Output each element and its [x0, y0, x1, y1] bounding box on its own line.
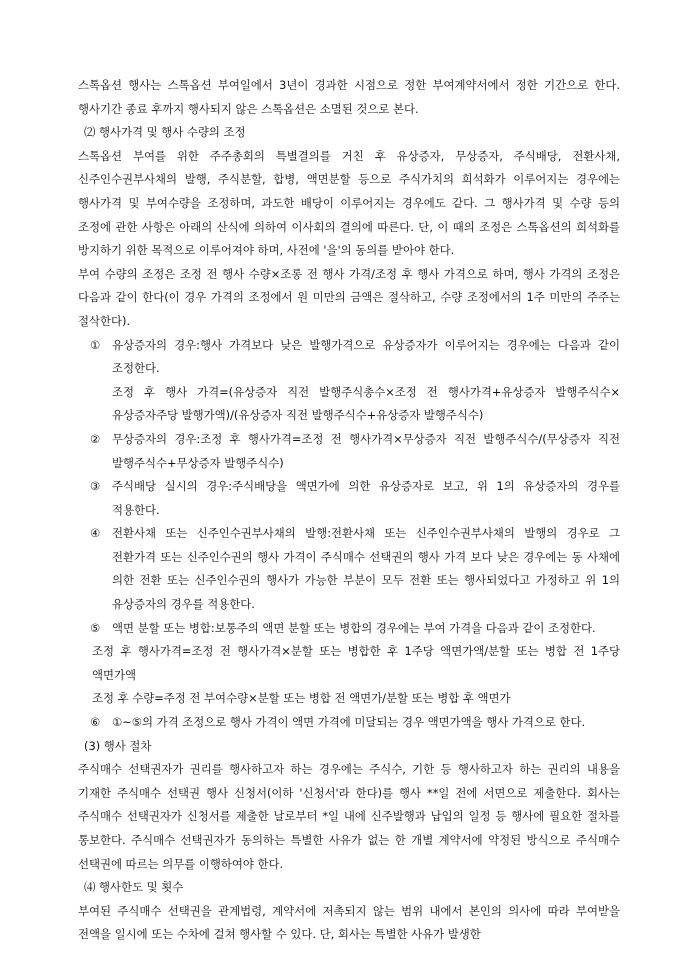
item-marker: ②	[90, 431, 101, 446]
split-quantity-formula: 조정 후 수량=주정 전 부여수량×분할 또는 병합 전 액면가/분할 또는 병합 후 액면가	[92, 691, 511, 706]
list-item-text: 무상증자의 경우:조정 후 행사가격=조정 전 행사가격×무상증자 직전 발행주식수/(무상증자 직전 발행주식수+무상증자 발행주식수)	[112, 431, 620, 470]
list-item-par-value-floor	[90, 711, 620, 735]
split-price-formula: 조정 후 행사가격=조정 전 행사가격×분할 또는 병합한 후 1주당 액면가액/분할 또는 병합 전 1주당 액면가액	[92, 644, 620, 682]
list-item-rights-offering	[90, 334, 620, 381]
rights-offering-formula: 조정 후 행사 가격=(유상증자 직전 발행주식총수×조정 전 행사가격+유상증자 발행주식수×유상증자주당 발행가액)/(유상증자 직전 발행주식수+유상증자 발행주식수)	[112, 384, 620, 423]
adjustment-paragraph: 스톡옵션 부여를 위한 주주총회의 특별결의를 거친 후 유상증자, 무상증자, 주식배당, 전환사채, 신주인수권부사채의 발행, 주식분할, 합병, 액면분할 등으로 주식가치의 희석화가 이루어지는 경우에는 행사가격 및 부여수량을 조정하며, 과도한 배당이 이루어지는 경우에도 같다. 그 행사가격 및 수량 등의 조정에 관한 사항은 아래의 산식에 의하여 이사회의 결의에 따른다. 단, 이 때의 조정은 스톡옵션의 희석화를 방지하기 위한 목적으로 이루어져야 하며, 사전에 '을'의 동의를 받아야 한다.	[78, 148, 620, 258]
section-2-heading: ⑵ 행사가격 및 행사 수량의 조정	[84, 125, 246, 140]
list-item-convertible-bonds	[90, 522, 620, 616]
exercise-limit-paragraph: 부여된 주식매수 선택권을 관계법령, 계약서에 저촉되지 않는 범위 내에서 본인의 의사에 따라 부여받을 전액을 일시에 또는 수차에 걸쳐 행사할 수 있다. 단, 회사는 특별한 사유가 발생한	[78, 903, 620, 942]
item-marker: ⑥	[90, 715, 101, 730]
list-item-stock-dividend	[90, 475, 620, 522]
list-item-text: 주식배당 실시의 경우:주식배당을 액면가에 의한 유상증자로 보고, 위 1의 유상증자의 경우를 적용한다.	[112, 479, 620, 517]
list-item-text: 액면 분할 또는 병합:보통주의 액면 분할 또는 병합의 경우에는 부여 가격을 다음과 같이 조정한다.	[112, 620, 596, 635]
exercise-procedure-paragraph: 주식매수 선택권자가 권리를 행사하고자 하는 경우에는 주식수, 기한 등 행사하고자 하는 권리의 내용을 기재한 주식매수 선택권 행사 신청서(이하 '신청서'라 한다)를 행사 **일 전에 서면으로 제출한다. 회사는 주식매수 선택권자가 신청서를 제출한 날로부터 *일 내에 신주발행과 납입의 일정 등 행사에 필요한 절차를 통보한다. 주식매수 선택권자가 동의하는 특별한 사유가 없는 한 개별 계약서에 약정된 방식으로 주식매수 선택권에 따르는 의무를 이행하여야 한다.	[78, 762, 620, 871]
item-marker: ①	[90, 337, 101, 352]
quantity-adjustment-paragraph: 부여 수량의 조정은 조정 전 행사 수량×조롱 전 행사 가격/조정 후 행사 가격으로 하며, 행사 가격의 조정은 다음과 같이 한다(이 경우 가격의 조정에서 원 미만의 금액은 절삭하고, 수량 조정에서의 1주 미만의 주주는 절삭한다).	[78, 266, 620, 328]
exercise-period-paragraph: 스톡옵션 행사는 스톡옵션 부여일에서 3년이 경과한 시점으로 정한 부여계약서에서 정한 기간으로 한다. 행사기간 종료 후까지 행사되지 않은 스톡옵션은 소멸된 것으로 본다.	[78, 78, 620, 116]
list-item-stock-split	[90, 617, 620, 641]
item-marker: ④	[90, 526, 101, 541]
list-item-text: 유상증자의 경우:행사 가격보다 낮은 발행가격으로 유상증자가 이루어지는 경우에는 다음과 같이 조정한다.	[112, 337, 620, 376]
item-marker: ⑤	[90, 620, 101, 635]
section-4-heading: ⑷ 행사한도 및 횟수	[84, 880, 184, 895]
item-marker: ③	[90, 479, 101, 494]
list-item-text: 전환사채 또는 신주인수권부사채의 발행:전환사채 또는 신주인수권부사채의 발행의 경우로 그 전환가격 또는 신주인수권의 행사 가격이 주식매수 선택권의 행사 가격 보다 낮은 경우에는 동 사채에 의한 전환 또는 신주인수권의 행사가 가능한 부분이 모두 전환 또는 행사되었다고 가정하고 위 1의 유상증자의 경우를 적용한다.	[112, 526, 620, 612]
list-item-bonus-issue	[90, 428, 620, 475]
list-item-text: ①~⑤의 가격 조정으로 행사 가격이 액면 가격에 미달되는 경우 액면가액을 행사 가격으로 한다.	[112, 715, 586, 730]
section-3-heading: (3) 행사 절차	[84, 738, 152, 753]
